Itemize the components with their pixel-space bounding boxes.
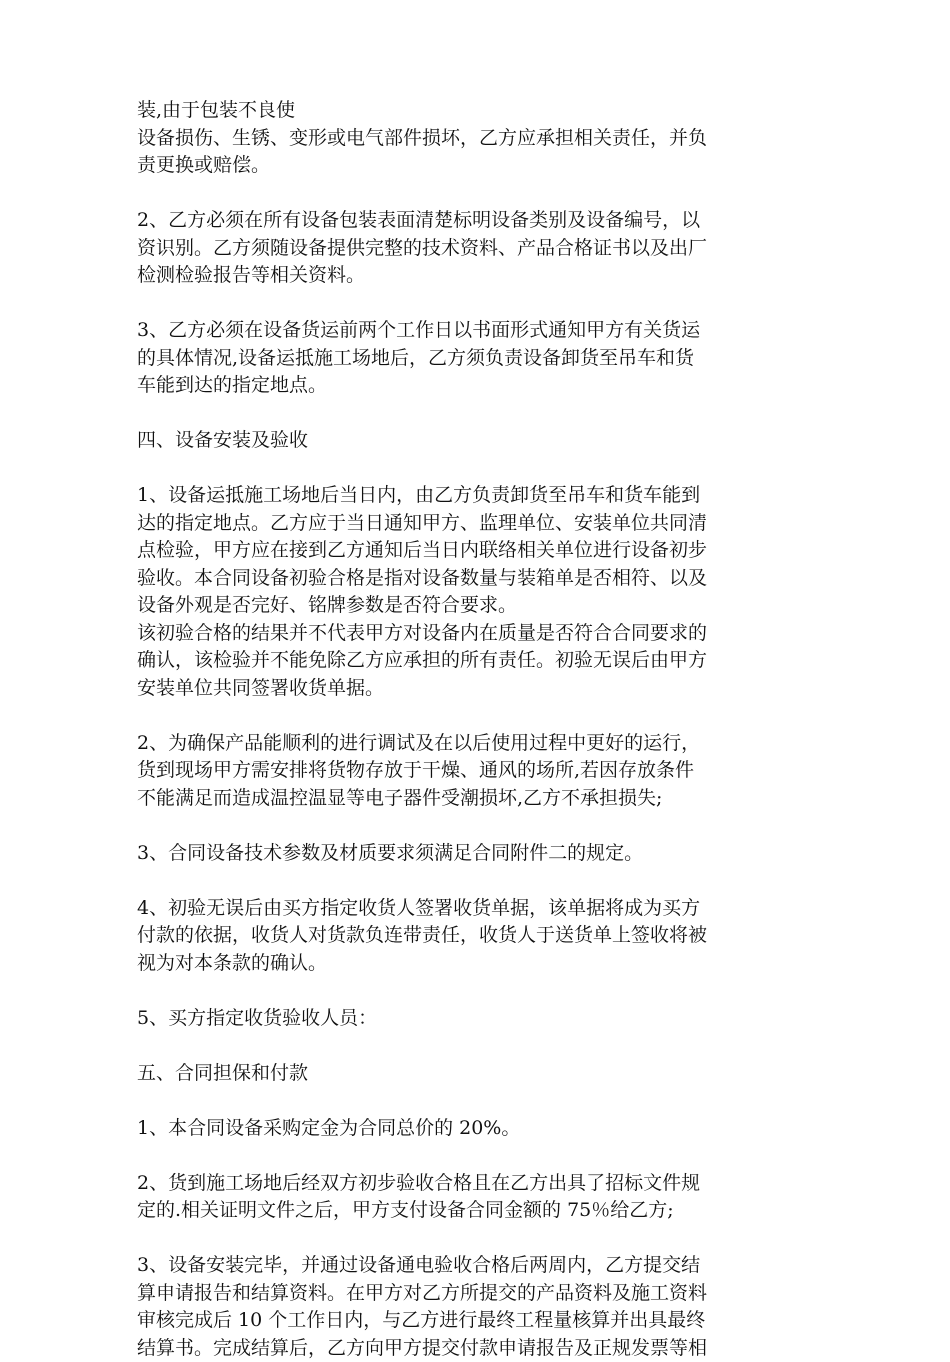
text-line: 2、乙方必须在所有设备包装表面清楚标明设备类别及设备编号，以 [137,207,817,235]
text-line: 4、初验无误后由买方指定收货人签署收货单据，该单据将成为买方 [137,895,817,923]
text-line: 装,由于包装不良使 [137,97,817,125]
paragraph [137,895,817,978]
text-line: 定的.相关证明文件之后，甲方支付设备合同金额的 75％给乙方; [137,1197,817,1225]
text-line: 付款的依据，收货人对货款负连带责任，收货人于送货单上签收将被 [137,922,817,950]
text-line: 确认，该检验并不能免除乙方应承担的所有责任。初验无误后由甲方 [137,647,817,675]
document-page [137,97,817,1362]
text-line: 达的指定地点。乙方应于当日通知甲方、监理单位、安装单位共同清 [137,510,817,538]
text-line: 设备损伤、生锈、变形或电气部件损坏，乙方应承担相关责任，并负 [137,125,817,153]
text-line: 结算书。完成结算后，乙方向甲方提交付款申请报告及正规发票等相 [137,1335,817,1362]
text-line: 1、本合同设备采购定金为合同总价的 20%。 [137,1115,817,1143]
section-heading [137,1060,817,1088]
text-line: 2、为确保产品能顺利的进行调试及在以后使用过程中更好的运行， [137,730,817,758]
paragraph [137,840,817,868]
text-line: 1、设备运抵施工场地后当日内，由乙方负责卸货至吊车和货车能到 [137,482,817,510]
paragraph [137,207,817,290]
text-line: 3、合同设备技术参数及材质要求须满足合同附件二的规定。 [137,840,817,868]
paragraph [137,317,817,400]
section-heading [137,427,817,455]
text-line: 检测检验报告等相关资料。 [137,262,817,290]
paragraph [137,1252,817,1362]
text-line: 车能到达的指定地点。 [137,372,817,400]
text-line: 5、买方指定收货验收人员： [137,1005,817,1033]
text-line: 的具体情况,设备运抵施工场地后，乙方须负责设备卸货至吊车和货 [137,345,817,373]
text-line: 点检验，甲方应在接到乙方通知后当日内联络相关单位进行设备初步 [137,537,817,565]
paragraph [137,730,817,813]
text-line: 该初验合格的结果并不代表甲方对设备内在质量是否符合合同要求的 [137,620,817,648]
text-line: 五、合同担保和付款 [137,1060,817,1088]
text-line: 责更换或赔偿。 [137,152,817,180]
paragraph [137,1170,817,1225]
text-line: 资识别。乙方须随设备提供完整的技术资料、产品合格证书以及出厂 [137,235,817,263]
text-line: 3、设备安装完毕，并通过设备通电验收合格后两周内，乙方提交结 [137,1252,817,1280]
paragraph [137,1115,817,1143]
paragraph [137,97,817,125]
text-line: 设备外观是否完好、铭牌参数是否符合要求。 [137,592,817,620]
text-line: 四、设备安装及验收 [137,427,817,455]
text-line: 审核完成后 10 个工作日内，与乙方进行最终工程量核算并出具最终 [137,1307,817,1335]
text-line: 安装单位共同签署收货单据。 [137,675,817,703]
text-line: 视为对本条款的确认。 [137,950,817,978]
paragraph [137,482,817,620]
text-line: 货到现场甲方需安排将货物存放于干燥、通风的场所,若因存放条件 [137,757,817,785]
paragraph [137,1005,817,1033]
text-line: 算申请报告和结算资料。在甲方对乙方所提交的产品资料及施工资料 [137,1280,817,1308]
text-line: 2、货到施工场地后经双方初步验收合格且在乙方出具了招标文件规 [137,1170,817,1198]
text-line: 3、乙方必须在设备货运前两个工作日以书面形式通知甲方有关货运 [137,317,817,345]
paragraph [137,620,817,703]
text-line: 验收。本合同设备初验合格是指对设备数量与装箱单是否相符、以及 [137,565,817,593]
paragraph [137,125,817,180]
text-line: 不能满足而造成温控温显等电子器件受潮损坏,乙方不承担损失; [137,785,817,813]
